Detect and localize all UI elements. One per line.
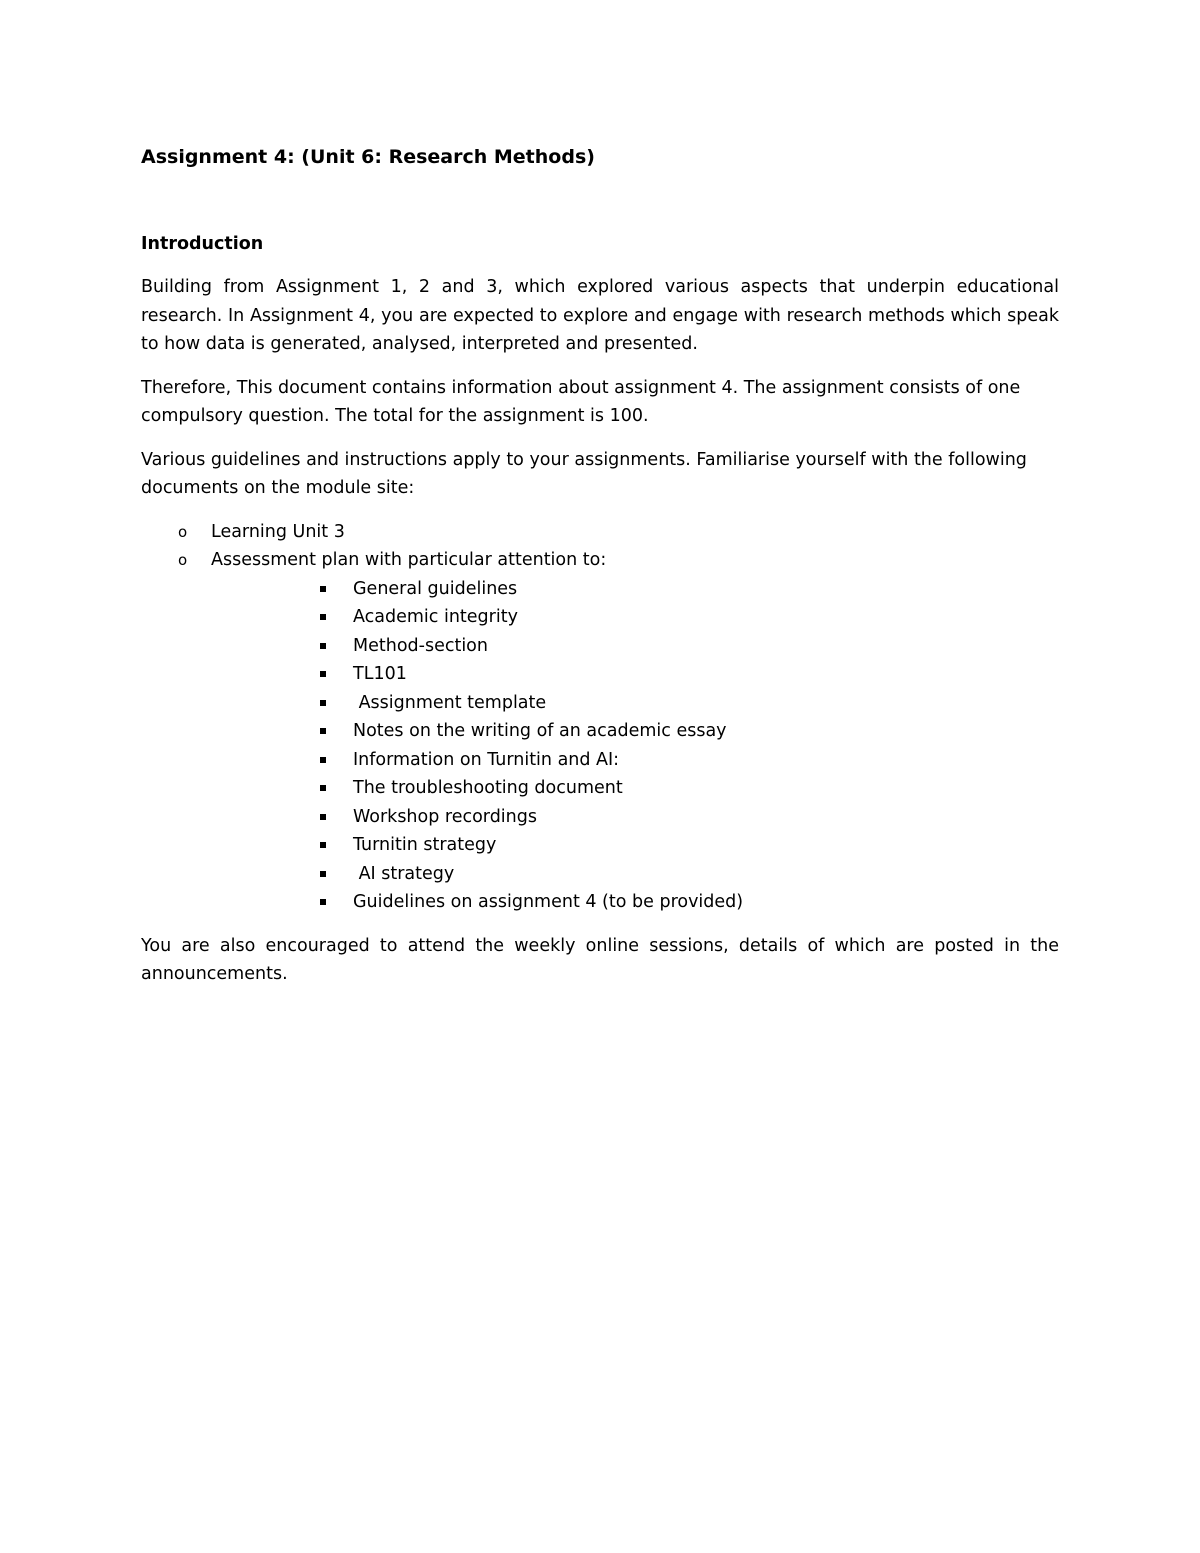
sub-list-item-label: TL101 (353, 664, 407, 684)
list-item-label: Learning Unit 3 (211, 521, 345, 542)
list-item-label: Assessment plan with particular attention to: (211, 550, 607, 570)
sub-list-item-label: Information on Turnitin and AI: (353, 749, 620, 770)
introduction-heading: Introduction (141, 234, 264, 254)
square-bullet-icon (320, 614, 326, 620)
square-bullet-icon (320, 643, 326, 649)
documents-list (141, 518, 1059, 917)
sub-list-item (141, 575, 1059, 604)
square-bullet-icon (320, 871, 326, 877)
sub-list-item-label: Turnitin strategy (353, 835, 497, 855)
document-title: Assignment 4: (Unit 6: Research Methods) (141, 146, 595, 168)
guidelines-paragraph: Various guidelines and instructions apply to your assignments. Familiarise yourself with the following documents on the module site: (141, 449, 1027, 498)
square-bullet-icon (320, 757, 326, 763)
sub-list-item (141, 774, 1059, 803)
assignment-info-paragraph: Therefore, This document contains information about assignment 4. The assignment consists of one compulsory question. The total for the assignment is 100. (141, 377, 1021, 426)
list-item (141, 546, 1059, 917)
square-bullet-icon (320, 899, 326, 905)
square-bullet-icon (320, 700, 326, 706)
square-bullet-icon (320, 785, 326, 791)
sub-list-item-label: AI strategy (353, 863, 455, 884)
sub-list-item-label: The troubleshooting document (353, 778, 623, 798)
sub-list-item-label: General guidelines (353, 578, 518, 599)
intro-paragraph: Building from Assignment 1, 2 and 3, which explored various aspects that underpin educational research. In Assignment 4, you are expected to explore and engage with research methods which speak to how data is generated, analysed, interpreted and presented. (141, 277, 1059, 354)
square-bullet-icon (320, 814, 326, 820)
sub-list-item-label: Workshop recordings (353, 806, 537, 827)
sub-list-item-label: Academic integrity (353, 607, 518, 627)
sub-list-item (141, 660, 1059, 689)
circle-bullet-icon: o (178, 522, 188, 541)
square-bullet-icon (320, 842, 326, 848)
circle-bullet-icon: o (178, 551, 188, 569)
sub-list-item (141, 860, 1059, 889)
document-page (141, 140, 1059, 989)
closing-paragraph: You are also encouraged to attend the weekly online sessions, details of which are posted in the announcements. (141, 935, 1059, 984)
sub-list-item (141, 888, 1059, 917)
sub-list-item (141, 831, 1059, 860)
sub-list-item (141, 603, 1059, 632)
sub-list-item (141, 717, 1059, 746)
square-bullet-icon (320, 586, 326, 592)
sub-list-item-label: Assignment template (353, 692, 547, 713)
sub-list-item-label: Guidelines on assignment 4 (to be provided) (353, 892, 744, 912)
assessment-plan-sublist (211, 575, 1059, 917)
sub-list-item-label: Notes on the writing of an academic essay (353, 721, 727, 741)
sub-list-item-label: Method-section (353, 635, 488, 656)
sub-list-item (141, 803, 1059, 832)
sub-list-item (141, 632, 1059, 661)
list-item (141, 518, 1059, 547)
sub-list-item (141, 689, 1059, 718)
square-bullet-icon (320, 671, 326, 677)
sub-list-item (141, 746, 1059, 775)
square-bullet-icon (320, 728, 326, 734)
